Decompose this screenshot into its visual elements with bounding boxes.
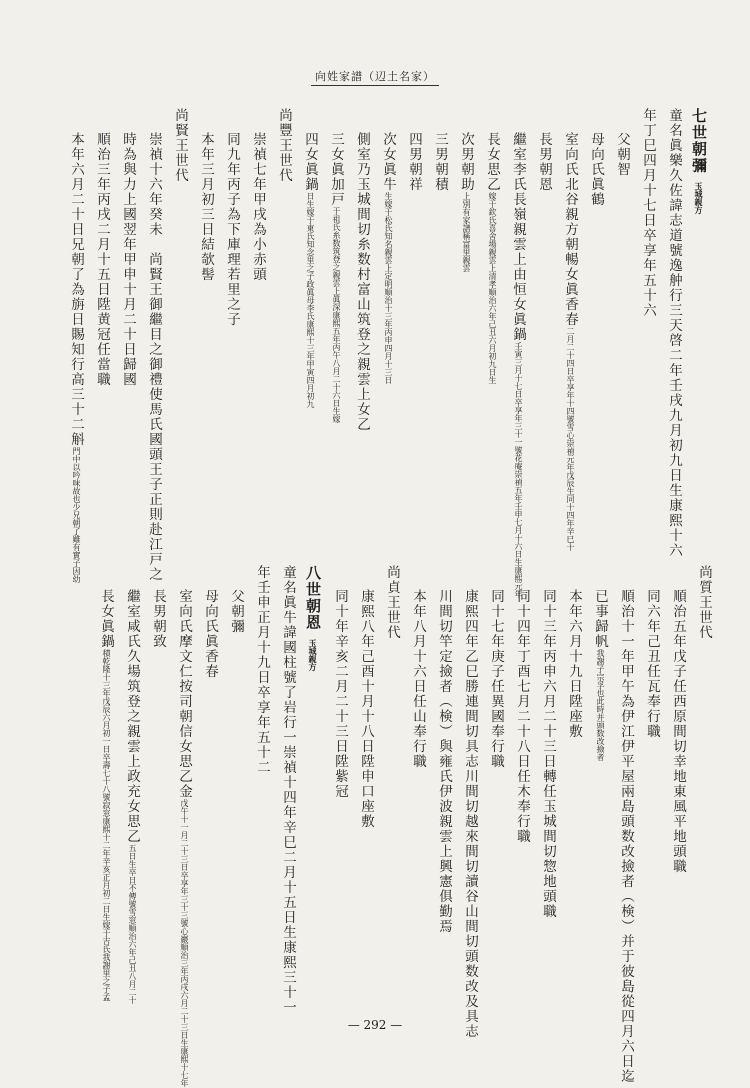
annotation-line: 戊午十一月二十三日卒享年三十三號心巖 xyxy=(180,799,189,943)
column-text: 側室乃玉城間切糸数村富山筑登之親雲上女乙 xyxy=(354,132,370,432)
column-text: 年丁巳四月十七日卒享年五十六 xyxy=(640,108,656,318)
annotation-line: 五日生卒日不傳號雪窓 xyxy=(128,844,137,924)
annotation xyxy=(596,649,605,761)
text-column xyxy=(688,565,710,640)
column-text: 父朝彌 xyxy=(228,589,244,634)
annotation xyxy=(180,799,189,1087)
annotation-line: 康熙五年丙午八月二十六日生嫁 xyxy=(332,311,341,423)
column-text: 三男朝積 xyxy=(432,132,448,192)
annotation xyxy=(72,447,81,583)
column-text: 尚貞王世代 xyxy=(384,565,400,640)
text-column xyxy=(398,108,420,192)
text-column xyxy=(658,108,680,558)
column-text: 同六年己丑任瓦奉行職 xyxy=(644,589,660,739)
annotation: 玉城親方 xyxy=(694,174,704,214)
page-number: — 292 — xyxy=(347,1018,403,1032)
text-column xyxy=(320,108,342,423)
column-text: 長男朝致 xyxy=(150,589,166,649)
text-column xyxy=(376,565,398,640)
page-header xyxy=(0,68,750,86)
column-text: 長女眞鍋 xyxy=(98,589,114,649)
text-column xyxy=(220,565,242,634)
annotation-line: 二月二十四日卒享年十四號雪心 xyxy=(566,327,575,439)
annotation xyxy=(102,649,111,1001)
annotation-line: 順治三年丙戌六月二十三日生康熙十七年 xyxy=(180,943,189,1087)
text-column xyxy=(532,565,554,919)
annotation-line: 少兄朝了雖有實子因幼 xyxy=(72,503,81,583)
text-column xyxy=(610,565,632,1084)
column-text: 本年三月初三日結欹髻 xyxy=(198,132,214,282)
column-text: 童名眞牛諱國柱號了岩行一崇禎十四年辛巳二月十五日生康熙三十一 xyxy=(280,565,296,1015)
annotation-line: 崇禎元年戊辰生同十四年辛巳十 xyxy=(566,439,575,551)
text-column xyxy=(454,565,476,1039)
column-text: 繼室李氏長嶺親雲上由恒女眞鍋 xyxy=(510,132,526,342)
text-column xyxy=(580,108,602,207)
text-column xyxy=(164,108,186,183)
column-text: 順治五年戊子任西原間切幸地東風平地頭職 xyxy=(670,589,686,874)
column-text: 本年八月十六日任山奉行職 xyxy=(410,589,426,769)
column-text: 長男朝恩 xyxy=(536,132,552,192)
column-text: 尚賢王世代 xyxy=(172,108,188,183)
column-text: 崇禎十六年癸未 尚賢王御繼目之御禮使馬氏國頭王子正則赴江戸之 xyxy=(146,132,162,582)
annotation-line: 崇禎五年壬申七月十六日生康熙元年 xyxy=(514,470,523,598)
text-column xyxy=(662,565,684,874)
column-text: 尚質王世代 xyxy=(696,565,712,640)
text-column xyxy=(268,108,290,183)
text-column xyxy=(216,108,238,327)
column-text: 童名眞樂久佐諱志道號逸舯行三天啓二年壬戌九月初九日生康熙十六 xyxy=(666,108,682,558)
column-text: 室向氏北谷親方朝暢女眞香春 xyxy=(562,132,578,327)
text-column xyxy=(450,108,472,272)
column-text: 尚豐王世代 xyxy=(276,108,292,183)
text-column xyxy=(554,108,576,551)
annotation-line: 順治十三年丙申四月十三日 xyxy=(384,288,393,384)
annotation: 玉城親方 xyxy=(308,631,318,671)
annotation xyxy=(128,844,137,1004)
annotation xyxy=(306,192,315,408)
column-text: 父朝智 xyxy=(614,132,630,177)
text-column xyxy=(636,565,658,739)
column-text: 時為與力上國翌年甲申十月二十日歸國 xyxy=(120,132,136,387)
annotation-line: 日生嫁于東氏知念里之子政眞 xyxy=(306,192,315,296)
column-text: 八世朝恩 xyxy=(304,565,322,631)
column-text: 次女眞牛 xyxy=(380,132,396,192)
annotation-line: 母李氏康熙十三年甲寅四月初九 xyxy=(306,296,315,408)
column-text: 已事歸帆 xyxy=(592,589,608,649)
annotation-line: 順治六年己丑六月初九日生 xyxy=(488,288,497,384)
text-column xyxy=(402,565,424,769)
text-column xyxy=(528,108,550,192)
annotation-line: 壬寅三月十七日卒享年三十一號花庵 xyxy=(514,342,523,470)
column-text: 康熙八年己酉十月十八日陞申口座敷 xyxy=(358,589,374,829)
annotation xyxy=(566,327,575,551)
column-text: 川間切竿定撿者（検）與雍氏伊波親雲上興憲俱勤焉 xyxy=(436,589,452,934)
annotation-line: 康熙十二年辛亥正月初二日生嫁于吉氏我謝里之子孟 xyxy=(102,817,111,1001)
annotation-line: 順治六年己丑八月二十 xyxy=(128,924,137,1004)
text-column xyxy=(298,565,320,671)
text-column xyxy=(558,565,580,739)
column-text: 崇禎七年甲戌為小赤頭 xyxy=(250,132,266,282)
annotation xyxy=(384,192,393,384)
text-column xyxy=(242,108,264,282)
annotation-line: 上別有家譜 xyxy=(462,192,471,232)
text-column xyxy=(246,565,268,775)
annotation-line: 此時并頭数改撿者 xyxy=(596,697,605,761)
column-text: 母向氏眞香春 xyxy=(202,589,218,679)
annotation xyxy=(514,342,523,598)
annotation-line: 門中以吟味故也 xyxy=(72,447,81,503)
column-text: 長女思乙 xyxy=(484,132,500,192)
annotation-line: 于祖氏糸数筑登之親雲上眞深 xyxy=(332,207,341,311)
annotation xyxy=(332,207,341,423)
header-title: 向姓家譜（辺土名家） xyxy=(311,68,439,86)
text-column xyxy=(194,565,216,679)
text-column xyxy=(138,108,160,582)
annotation xyxy=(488,192,497,384)
text-column xyxy=(684,108,706,214)
text-column xyxy=(90,565,112,1001)
column-text: 順治十一年甲午為伊江伊平屋兩島頭数改撿者（検）并于彼島從四月六日迄 xyxy=(618,589,634,1084)
column-text: 同十四年丁酉七月二十八日任木奉行職 xyxy=(514,589,530,844)
text-column xyxy=(424,108,446,192)
text-column xyxy=(350,565,372,829)
text-column xyxy=(606,108,628,177)
text-column xyxy=(60,108,82,583)
text-column xyxy=(86,108,108,387)
column-text: 次男朝助 xyxy=(458,132,474,192)
annotation-line: 積乾隆十三年戊辰六月初一日卒壽七十八號寂窓 xyxy=(102,649,111,817)
column-text: 繼室咸氏久場筑登之親雲上政充女思乙 xyxy=(124,589,140,844)
annotation-line: 我謝子宗孚也 xyxy=(596,649,605,697)
text-column xyxy=(346,108,368,432)
text-column xyxy=(428,565,450,934)
text-column xyxy=(372,108,394,384)
annotation xyxy=(462,192,471,272)
column-text: 四男朝祥 xyxy=(406,132,422,192)
column-text: 四女眞鍋 xyxy=(302,132,318,192)
text-column xyxy=(142,565,164,649)
text-column xyxy=(168,565,190,1087)
text-column xyxy=(480,565,502,769)
column-text: 本年六月十九日陞座敷 xyxy=(566,589,582,739)
text-column xyxy=(506,565,528,844)
text-column xyxy=(272,565,294,1015)
text-column xyxy=(502,108,524,598)
column-text: 同十七年庚子任異國奉行職 xyxy=(488,589,504,769)
annotation-line: 生嫁于松氏知名親雲上定明 xyxy=(384,192,393,288)
text-column xyxy=(584,565,606,761)
column-text: 七世朝彌 xyxy=(690,108,708,174)
column-text: 室向氏摩文仁按司朝信女思乙金 xyxy=(176,589,192,799)
text-column xyxy=(190,108,212,282)
annotation-line: 嫁于欽氏喜舍場親雲上清孝 xyxy=(488,192,497,288)
column-text: 年壬申正月十九日卒享年五十二 xyxy=(254,565,270,775)
text-column xyxy=(294,108,316,408)
column-text: 三女眞加戸 xyxy=(328,132,344,207)
column-text: 康熙四年乙巳勝連間切具志川間切越來間切讀谷山間切頭数改及具志 xyxy=(462,589,478,1039)
column-text: 同九年丙子為下庫理若里之子 xyxy=(224,132,240,327)
column-text: 順治三年丙戌二月十五日陞黄冠任當職 xyxy=(94,132,110,387)
annotation-line: 稱富里親雲 xyxy=(462,232,471,272)
column-text: 本年六月二十日兄朝了為旃日賜知行高三十二斛 xyxy=(68,132,84,447)
text-column xyxy=(476,108,498,384)
column-text: 同十年辛亥二月二十三日陞紫冠 xyxy=(332,589,348,799)
text-column xyxy=(112,108,134,387)
column-text: 母向氏眞鶴 xyxy=(588,132,604,207)
column-text: 同十三年丙申六月二十三日轉任玉城間切惣地頭職 xyxy=(540,589,556,919)
text-column xyxy=(116,565,138,1004)
text-column xyxy=(632,108,654,318)
text-column xyxy=(324,565,346,799)
